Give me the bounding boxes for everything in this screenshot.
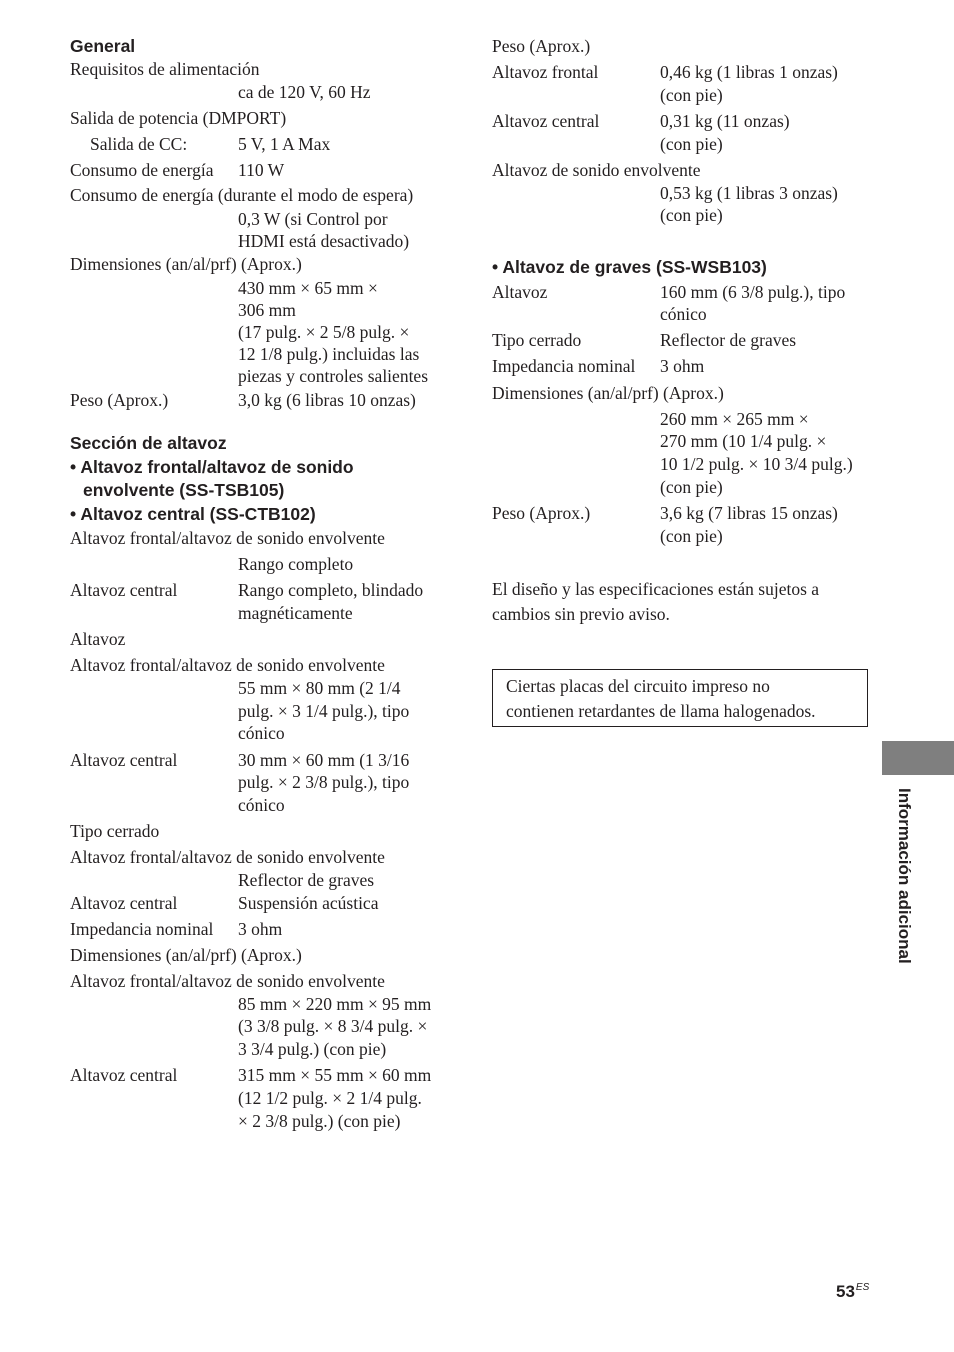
text-line: Altavoz central bbox=[70, 580, 178, 600]
text-line: Altavoz frontal/altavoz de sonido envolvente bbox=[70, 971, 385, 991]
text-line: × 2 3/8 pulg.) (con pie) bbox=[238, 1111, 401, 1131]
text-line: 55 mm × 80 mm (2 1/4 bbox=[238, 678, 401, 698]
page-number bbox=[836, 1282, 869, 1302]
side-section-label: Información adicional bbox=[895, 788, 914, 964]
text-line: 430 mm × 65 mm × bbox=[238, 278, 378, 298]
text-line: Altavoz bbox=[70, 629, 126, 649]
text-line: 3,6 kg (7 libras 15 onzas) bbox=[660, 503, 838, 523]
notice-box bbox=[492, 669, 868, 727]
text-line: Rango completo, blindado bbox=[238, 580, 424, 600]
section-tab bbox=[882, 741, 954, 775]
text-line: (con pie) bbox=[660, 526, 723, 546]
text-line: 12 1/8 pulg.) incluidas las bbox=[238, 344, 420, 364]
text-line: Reflector de graves bbox=[238, 870, 375, 890]
text-line: • Altavoz central (SS-CTB102) bbox=[70, 504, 316, 524]
text-line: cónico bbox=[238, 723, 285, 743]
text-line: (con pie) bbox=[660, 85, 723, 105]
text-line: • Altavoz de graves (SS-WSB103) bbox=[492, 257, 767, 277]
text-line: Altavoz central bbox=[492, 111, 600, 131]
text-line: Peso (Aprox.) bbox=[492, 36, 591, 56]
text-line: pulg. × 2 3/8 pulg.), tipo bbox=[238, 772, 410, 792]
text-line: 10 1/2 pulg. × 10 3/4 pulg.) bbox=[660, 454, 853, 474]
text-line: (con pie) bbox=[660, 477, 723, 497]
text-line: 0,3 W (si Control por bbox=[238, 209, 388, 229]
text-line: • Altavoz frontal/altavoz de sonido bbox=[70, 457, 354, 477]
text-line: 160 mm (6 3/8 pulg.), tipo bbox=[660, 282, 846, 302]
text-line: (17 pulg. × 2 5/8 pulg. × bbox=[238, 322, 410, 342]
text-line: 0,53 kg (1 libras 3 onzas) bbox=[660, 183, 838, 203]
text-line: El diseño y las especificaciones están sujetos a bbox=[492, 579, 820, 599]
text-line: HDMI está desactivado) bbox=[238, 231, 410, 251]
text-line: Salida de CC: bbox=[90, 134, 188, 154]
text-line: General bbox=[70, 36, 136, 56]
text-line: Dimensiones (an/al/prf) (Aprox.) bbox=[70, 945, 302, 965]
text-line: 30 mm × 60 mm (1 3/16 bbox=[238, 750, 410, 770]
text-line: (3 3/8 pulg. × 8 3/4 pulg. × bbox=[238, 1016, 428, 1036]
text-line: Dimensiones (an/al/prf) (Aprox.) bbox=[492, 383, 724, 403]
text-line: 0,46 kg (1 libras 1 onzas) bbox=[660, 62, 838, 82]
text-line: 315 mm × 55 mm × 60 mm bbox=[238, 1065, 432, 1085]
text-line: Altavoz central bbox=[70, 1065, 178, 1085]
text-line: Requisitos de alimentación bbox=[70, 59, 260, 79]
text-line: Impedancia nominal bbox=[70, 919, 214, 939]
text-line: ca de 120 V, 60 Hz bbox=[238, 82, 371, 102]
text-line: (con pie) bbox=[660, 134, 723, 154]
text-line: 306 mm bbox=[238, 300, 296, 320]
text-line: 270 mm (10 1/4 pulg. × bbox=[660, 431, 827, 451]
text-line: piezas y controles salientes bbox=[238, 366, 429, 386]
text-line: magnéticamente bbox=[238, 603, 353, 623]
text-line: 110 W bbox=[238, 160, 285, 180]
text-line: Altavoz frontal/altavoz de sonido envolvente bbox=[70, 847, 385, 867]
text-line: Suspensión acústica bbox=[238, 893, 379, 913]
text-line: Rango completo bbox=[238, 554, 354, 574]
text-line: Tipo cerrado bbox=[492, 330, 582, 350]
text-line: envolvente (SS-TSB105) bbox=[83, 480, 285, 500]
notice-line: contienen retardantes de llama halogenados. bbox=[506, 701, 816, 721]
text-line: Peso (Aprox.) bbox=[492, 503, 591, 523]
text-line: Reflector de graves bbox=[660, 330, 797, 350]
text-line: Altavoz central bbox=[70, 893, 178, 913]
text-line: Sección de altavoz bbox=[70, 433, 227, 453]
text-line: 3 ohm bbox=[660, 356, 705, 376]
text-line: (con pie) bbox=[660, 205, 723, 225]
text-line: Altavoz de sonido envolvente bbox=[492, 160, 701, 180]
notice-line: Ciertas placas del circuito impreso no bbox=[506, 676, 770, 696]
page-number-value: 53 bbox=[836, 1282, 855, 1301]
text-line: cambios sin previo aviso. bbox=[492, 604, 670, 624]
text-line: Salida de potencia (DMPORT) bbox=[70, 108, 287, 128]
text-line: Altavoz frontal bbox=[492, 62, 599, 82]
text-line: Peso (Aprox.) bbox=[70, 390, 169, 410]
text-line: Consumo de energía bbox=[70, 160, 214, 180]
text-line: 85 mm × 220 mm × 95 mm bbox=[238, 994, 432, 1014]
text-line: Tipo cerrado bbox=[70, 821, 160, 841]
text-line: Altavoz frontal/altavoz de sonido envolvente bbox=[70, 528, 385, 548]
page-number-suffix: ES bbox=[855, 1282, 870, 1293]
text-line: 0,31 kg (11 onzas) bbox=[660, 111, 790, 131]
text-line: pulg. × 3 1/4 pulg.), tipo bbox=[238, 701, 410, 721]
text-line: cónico bbox=[660, 304, 707, 324]
text-line: (12 1/2 pulg. × 2 1/4 pulg. bbox=[238, 1088, 422, 1108]
text-line: Consumo de energía (durante el modo de espera) bbox=[70, 185, 414, 205]
text-line: 260 mm × 265 mm × bbox=[660, 409, 809, 429]
text-line: Altavoz frontal/altavoz de sonido envolvente bbox=[70, 655, 385, 675]
text-line: 3 ohm bbox=[238, 919, 283, 939]
text-line: 3,0 kg (6 libras 10 onzas) bbox=[238, 390, 416, 410]
text-line: Impedancia nominal bbox=[492, 356, 636, 376]
text-line: Altavoz central bbox=[70, 750, 178, 770]
text-line: Altavoz bbox=[492, 282, 548, 302]
text-line: cónico bbox=[238, 795, 285, 815]
text-line: 3 3/4 pulg.) (con pie) bbox=[238, 1039, 387, 1059]
text-line: 5 V, 1 A Max bbox=[238, 134, 331, 154]
text-line: Dimensiones (an/al/prf) (Aprox.) bbox=[70, 254, 302, 274]
